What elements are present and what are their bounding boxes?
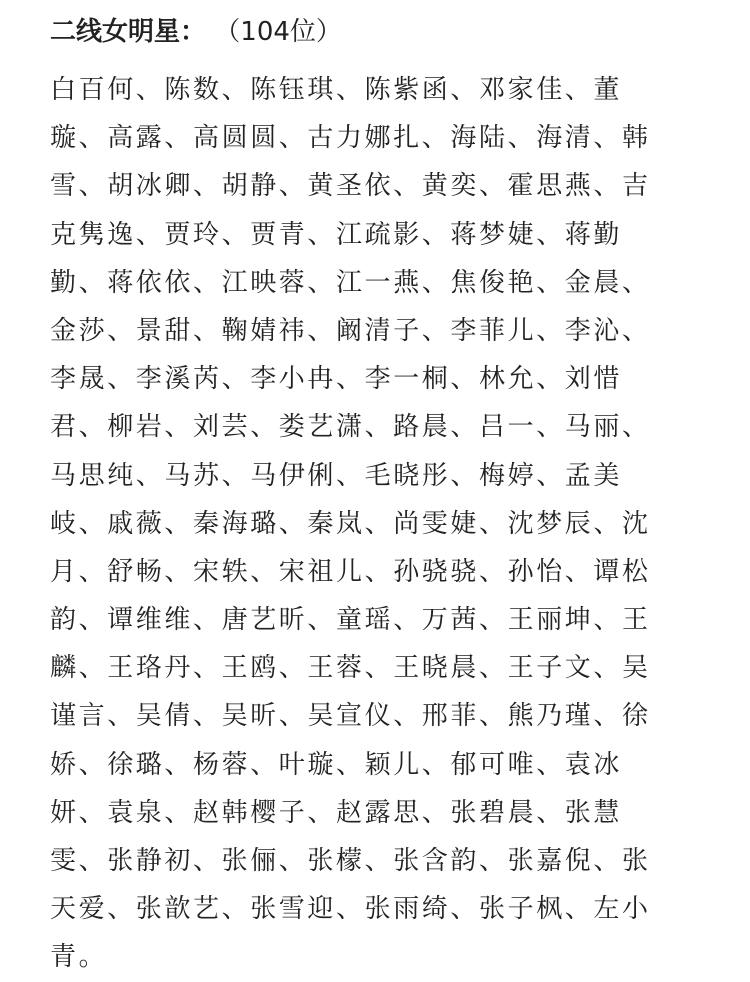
list-heading xyxy=(50,10,342,54)
text-line: 天爱、张歆艺、张雪迎、张雨绮、张子枫、左小 xyxy=(50,894,651,925)
heading-count: （104位） xyxy=(214,17,342,47)
text-line: 雯、张静初、张俪、张檬、张含韵、张嘉倪、张 xyxy=(50,846,651,876)
text-line: 雪、胡冰卿、胡静、黄圣依、黄奕、霍思燕、吉 xyxy=(50,171,651,202)
text-line: 韵、谭维维、唐艺昕、童瑶、万茜、王丽坤、王 xyxy=(50,605,651,636)
text-line: 李晟、李溪芮、李小冉、李一桐、林允、刘惜 xyxy=(50,364,623,395)
text-line: 白百何、陈数、陈钰琪、陈紫函、邓家佳、董 xyxy=(50,75,623,105)
text-line: 妍、袁泉、赵韩樱子、赵露思、张碧晨、张慧 xyxy=(50,797,623,828)
text-line: 金莎、景甜、鞠婧祎、阚清子、李菲儿、李沁、 xyxy=(50,315,651,346)
heading-title: 二线女明星： xyxy=(50,17,207,47)
text-line: 马思纯、马苏、马伊俐、毛晓彤、梅婷、孟美 xyxy=(50,460,623,491)
text-line: 璇、高露、高圆圆、古力娜扎、海陆、海清、韩 xyxy=(50,123,651,154)
name-list-paragraph xyxy=(50,66,710,982)
text-line: 克隽逸、贾玲、贾青、江疏影、蒋梦婕、蒋勤 xyxy=(50,219,623,250)
text-line: 月、舒畅、宋轶、宋祖儿、孙骁骁、孙怡、谭松 xyxy=(50,556,651,587)
text-line: 君、柳岩、刘芸、娄艺潇、路晨、吕一、马丽、 xyxy=(50,412,651,443)
text-line: 谨言、吴倩、吴昕、吴宣仪、邢菲、熊乃瑾、徐 xyxy=(50,701,651,732)
text-line: 娇、徐璐、杨蓉、叶璇、颖儿、郁可唯、袁冰 xyxy=(50,749,623,780)
text-line: 麟、王珞丹、王鸥、王蓉、王晓晨、王子文、吴 xyxy=(50,653,651,684)
text-line: 岐、戚薇、秦海璐、秦岚、尚雯婕、沈梦辰、沈 xyxy=(50,508,651,539)
text-line: 青。 xyxy=(50,942,108,973)
text-line: 勤、蒋依依、江映蓉、江一燕、焦俊艳、金晨、 xyxy=(50,267,651,298)
